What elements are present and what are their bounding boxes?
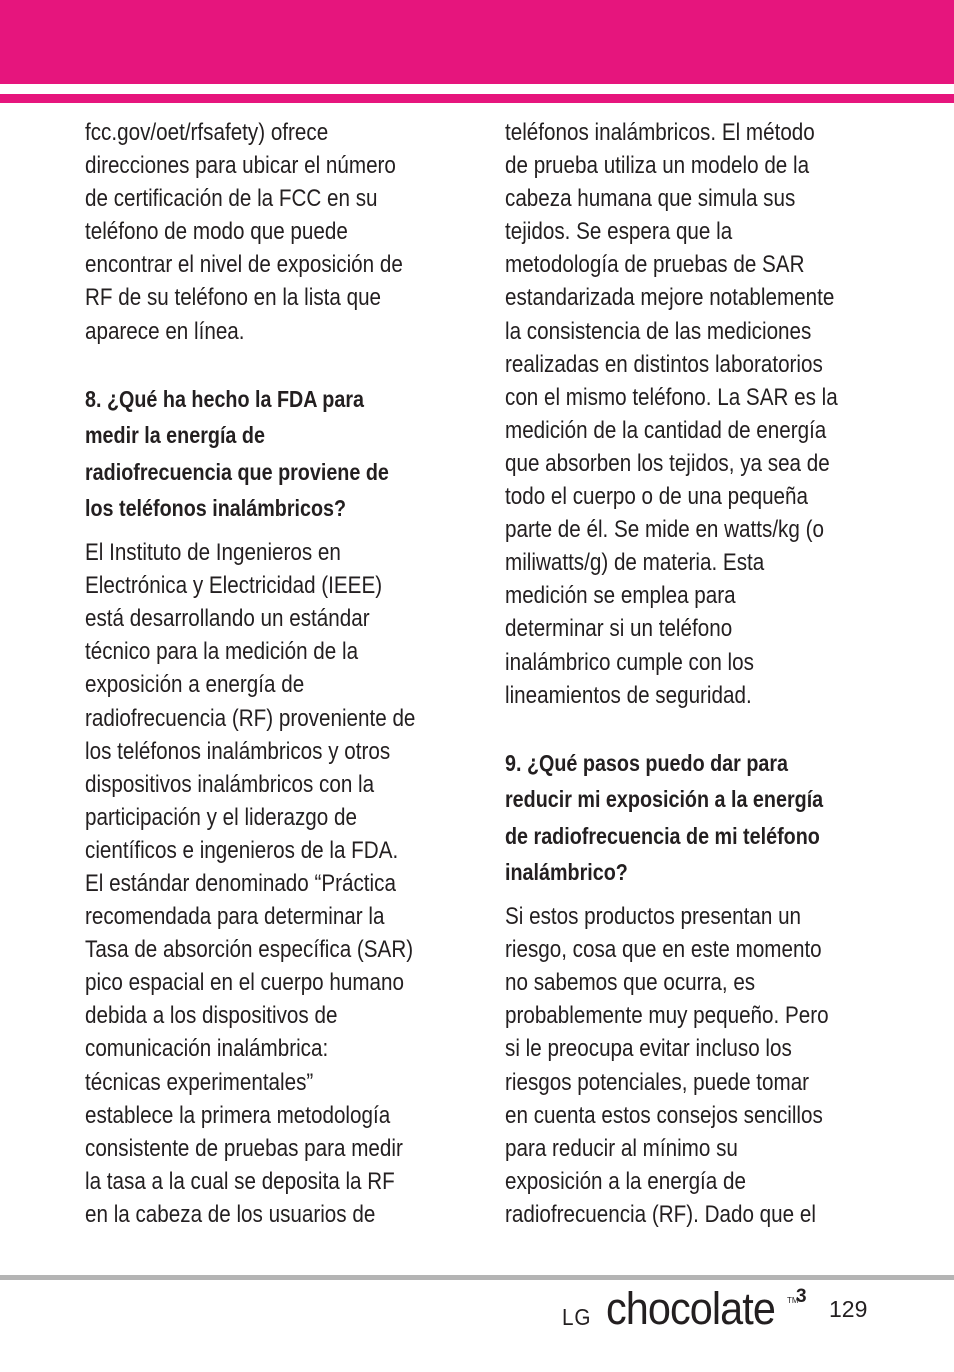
paragraph-intro: fcc.gov/oet/rfsafety) ofrece direcciones para ubicar el número de certificación de la FCC en su teléfono de modo que puede encontrar el nivel de exposición de RF de su teléfono en la lista que aparece en línea.: [85, 119, 403, 345]
page-number: 129: [829, 1296, 868, 1322]
paragraph-continued: teléfonos inalámbricos. El método de prueba utiliza un modelo de la cabeza humana que simula sus tejidos. Se espera que la metodología de pruebas de SAR estandarizada mejore notablemente la consistencia de las mediciones realizadas en distintos laboratorios con el mismo teléfono. La SAR es la medición de la cantidad de energía que absorben los tejidos, ya sea de todo el cuerpo o de una pequeña parte de él. Se mide en watts/kg (o miliwatts/g) de materia. Esta medición se emplea para determinar si un teléfono inalámbrico cumple con los lineamientos de seguridad.: [505, 119, 838, 709]
question-heading-9: 9. ¿Qué pasos puedo dar para reducir mi exposición a la energía de radiofrecuencia de mi teléfono inalámbrico?: [505, 749, 824, 886]
footer-rule: [0, 1275, 954, 1280]
brand-prefix: LG: [562, 1304, 592, 1330]
brand-version: 3: [796, 1286, 807, 1307]
brand-name: chocolate: [606, 1283, 775, 1334]
brand-trademark: TM: [787, 1296, 799, 1305]
header-rule: [0, 94, 954, 103]
left-column: [85, 116, 453, 1231]
header-color-band: [0, 0, 954, 84]
right-column: [505, 116, 877, 1231]
answer-paragraph-8: El Instituto de Ingenieros en Electrónica y Electricidad (IEEE) está desarrollando un estándar técnico para la medición de la exposición a energía de radiofrecuencia (RF) proveniente de los teléfonos inalámbricos y otros dispositivos inalámbricos con la participación y el liderazgo de científicos e ingenieros de la FDA. El estándar denominado “Práctica recomendada para determinar la Tasa de absorción específica (SAR) pico espacial en el cuerpo humano debida a los dispositivos de comunicación inalámbrica: técnicas experimentales” establece la primera metodología consistente de pruebas para medir la tasa a la cual se deposita la RF en la cabeza de los usuarios de: [85, 539, 416, 1228]
answer-paragraph-9: Si estos productos presentan un riesgo, cosa que en este momento no sabemos que ocurra, es probablemente muy pequeño. Pero si le preocupa evitar incluso los riesgos potenciales, puede tomar en cuenta estos consejos sencillos para reducir al mínimo su exposición a la energía de radiofrecuencia (RF). Dado que el: [505, 903, 829, 1228]
question-heading-8: 8. ¿Qué ha hecho la FDA para medir la energía de radiofrecuencia que proviene de los teléfonos inalámbricos?: [85, 385, 389, 522]
